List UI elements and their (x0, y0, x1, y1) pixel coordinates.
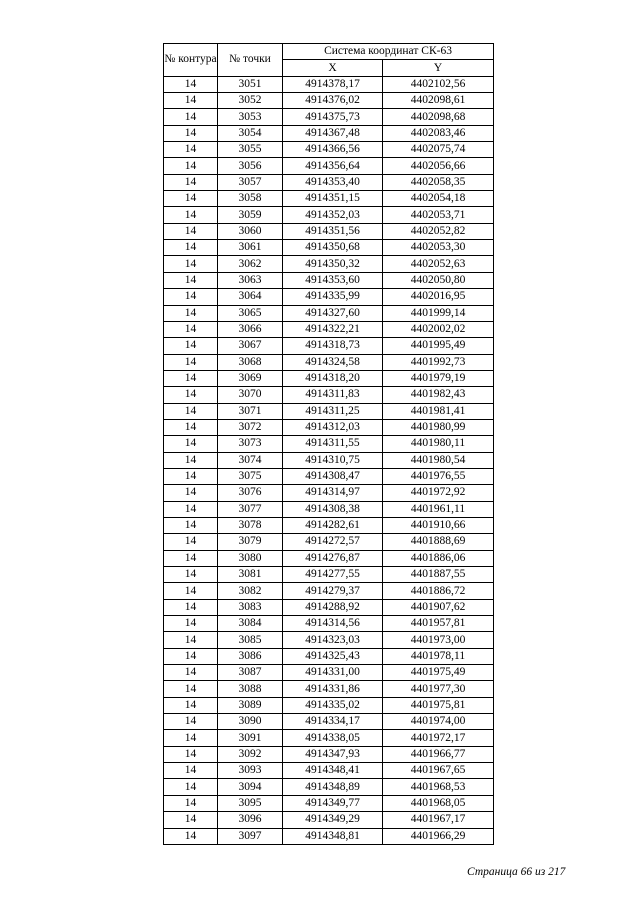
cell-point: 3089 (218, 697, 283, 713)
cell-point: 3070 (218, 387, 283, 403)
table-row (164, 436, 494, 452)
cell-y: 4401957,81 (383, 616, 494, 632)
cell-x: 4914318,73 (283, 338, 383, 354)
cell-contour: 14 (164, 746, 218, 762)
cell-x: 4914376,02 (283, 93, 383, 109)
cell-contour: 14 (164, 452, 218, 468)
cell-contour: 14 (164, 370, 218, 386)
table-row (164, 109, 494, 125)
cell-y: 4401973,00 (383, 632, 494, 648)
table-row (164, 730, 494, 746)
cell-point: 3056 (218, 158, 283, 174)
table-row (164, 419, 494, 435)
cell-point: 3092 (218, 746, 283, 762)
cell-x: 4914367,48 (283, 125, 383, 141)
cell-x: 4914311,25 (283, 403, 383, 419)
cell-point: 3081 (218, 567, 283, 583)
cell-y: 4402075,74 (383, 142, 494, 158)
cell-y: 4401888,69 (383, 534, 494, 550)
table-header (164, 44, 494, 77)
cell-y: 4401972,17 (383, 730, 494, 746)
cell-y: 4402002,02 (383, 321, 494, 337)
table-row (164, 828, 494, 844)
cell-y: 4402052,63 (383, 256, 494, 272)
cell-contour: 14 (164, 240, 218, 256)
table-row (164, 354, 494, 370)
cell-y: 4401980,11 (383, 436, 494, 452)
table-row (164, 403, 494, 419)
cell-y: 4401974,00 (383, 714, 494, 730)
table-row (164, 567, 494, 583)
cell-x: 4914323,03 (283, 632, 383, 648)
cell-contour: 14 (164, 697, 218, 713)
cell-contour: 14 (164, 191, 218, 207)
cell-x: 4914350,68 (283, 240, 383, 256)
table-row (164, 305, 494, 321)
cell-point: 3052 (218, 93, 283, 109)
table-row (164, 485, 494, 501)
cell-point: 3054 (218, 125, 283, 141)
table-row (164, 599, 494, 615)
table-row (164, 648, 494, 664)
cell-point: 3097 (218, 828, 283, 844)
header-row-1 (164, 44, 494, 60)
cell-y: 4401967,65 (383, 763, 494, 779)
cell-y: 4401887,55 (383, 567, 494, 583)
header-coordinate-system: Система координат СК-63 (283, 44, 494, 60)
cell-point: 3074 (218, 452, 283, 468)
cell-x: 4914331,86 (283, 681, 383, 697)
cell-x: 4914312,03 (283, 419, 383, 435)
cell-contour: 14 (164, 763, 218, 779)
cell-point: 3057 (218, 174, 283, 190)
cell-y: 4401995,49 (383, 338, 494, 354)
cell-point: 3071 (218, 403, 283, 419)
cell-y: 4401976,55 (383, 468, 494, 484)
cell-x: 4914310,75 (283, 452, 383, 468)
cell-contour: 14 (164, 109, 218, 125)
cell-point: 3062 (218, 256, 283, 272)
cell-y: 4401961,11 (383, 501, 494, 517)
table-row (164, 174, 494, 190)
cell-contour: 14 (164, 403, 218, 419)
cell-x: 4914335,99 (283, 289, 383, 305)
cell-x: 4914356,64 (283, 158, 383, 174)
table-row (164, 697, 494, 713)
cell-point: 3096 (218, 812, 283, 828)
cell-x: 4914335,02 (283, 697, 383, 713)
cell-contour: 14 (164, 828, 218, 844)
table-row (164, 289, 494, 305)
cell-point: 3059 (218, 207, 283, 223)
table-row (164, 125, 494, 141)
cell-x: 4914352,03 (283, 207, 383, 223)
cell-x: 4914331,00 (283, 665, 383, 681)
cell-x: 4914277,55 (283, 567, 383, 583)
table-row (164, 76, 494, 92)
table-row (164, 468, 494, 484)
cell-contour: 14 (164, 272, 218, 288)
cell-x: 4914308,38 (283, 501, 383, 517)
cell-x: 4914347,93 (283, 746, 383, 762)
table-row (164, 452, 494, 468)
cell-contour: 14 (164, 730, 218, 746)
cell-point: 3084 (218, 616, 283, 632)
cell-y: 4402056,66 (383, 158, 494, 174)
cell-x: 4914314,56 (283, 616, 383, 632)
cell-point: 3083 (218, 599, 283, 615)
cell-y: 4402053,30 (383, 240, 494, 256)
cell-contour: 14 (164, 142, 218, 158)
cell-y: 4402054,18 (383, 191, 494, 207)
cell-point: 3063 (218, 272, 283, 288)
table-row (164, 583, 494, 599)
cell-point: 3094 (218, 779, 283, 795)
cell-y: 4401966,77 (383, 746, 494, 762)
table-row (164, 387, 494, 403)
cell-point: 3065 (218, 305, 283, 321)
cell-contour: 14 (164, 681, 218, 697)
table-row (164, 321, 494, 337)
cell-y: 4402052,82 (383, 223, 494, 239)
table-row (164, 763, 494, 779)
cell-contour: 14 (164, 207, 218, 223)
cell-point: 3072 (218, 419, 283, 435)
cell-x: 4914327,60 (283, 305, 383, 321)
cell-point: 3077 (218, 501, 283, 517)
cell-y: 4401982,43 (383, 387, 494, 403)
cell-point: 3079 (218, 534, 283, 550)
table-row (164, 795, 494, 811)
cell-x: 4914348,81 (283, 828, 383, 844)
cell-y: 4401966,29 (383, 828, 494, 844)
cell-point: 3073 (218, 436, 283, 452)
cell-x: 4914353,40 (283, 174, 383, 190)
cell-contour: 14 (164, 305, 218, 321)
table-row (164, 632, 494, 648)
table-row (164, 191, 494, 207)
cell-point: 3086 (218, 648, 283, 664)
table-row (164, 534, 494, 550)
cell-y: 4401972,92 (383, 485, 494, 501)
cell-y: 4401907,62 (383, 599, 494, 615)
cell-point: 3055 (218, 142, 283, 158)
cell-point: 3066 (218, 321, 283, 337)
table-row (164, 665, 494, 681)
cell-point: 3082 (218, 583, 283, 599)
cell-y: 4401968,05 (383, 795, 494, 811)
cell-contour: 14 (164, 501, 218, 517)
cell-x: 4914378,17 (283, 76, 383, 92)
cell-y: 4401992,73 (383, 354, 494, 370)
header-contour: № контура (164, 44, 218, 77)
table-row (164, 501, 494, 517)
cell-x: 4914308,47 (283, 468, 383, 484)
cell-contour: 14 (164, 550, 218, 566)
cell-contour: 14 (164, 387, 218, 403)
cell-point: 3069 (218, 370, 283, 386)
cell-contour: 14 (164, 779, 218, 795)
cell-contour: 14 (164, 485, 218, 501)
table-row (164, 158, 494, 174)
cell-point: 3060 (218, 223, 283, 239)
table-row (164, 370, 494, 386)
cell-x: 4914366,56 (283, 142, 383, 158)
cell-point: 3067 (218, 338, 283, 354)
cell-contour: 14 (164, 795, 218, 811)
cell-x: 4914334,17 (283, 714, 383, 730)
cell-x: 4914325,43 (283, 648, 383, 664)
cell-contour: 14 (164, 354, 218, 370)
cell-contour: 14 (164, 436, 218, 452)
cell-y: 4401980,54 (383, 452, 494, 468)
cell-contour: 14 (164, 468, 218, 484)
table-row (164, 256, 494, 272)
table-row (164, 272, 494, 288)
cell-point: 3068 (218, 354, 283, 370)
cell-contour: 14 (164, 583, 218, 599)
header-x: X (283, 60, 383, 76)
cell-y: 4401981,41 (383, 403, 494, 419)
cell-y: 4401968,53 (383, 779, 494, 795)
cell-contour: 14 (164, 665, 218, 681)
page-number: Страница 66 из 217 (467, 866, 566, 878)
cell-x: 4914318,20 (283, 370, 383, 386)
cell-contour: 14 (164, 76, 218, 92)
cell-point: 3095 (218, 795, 283, 811)
cell-x: 4914351,15 (283, 191, 383, 207)
cell-x: 4914348,89 (283, 779, 383, 795)
cell-x: 4914350,32 (283, 256, 383, 272)
cell-contour: 14 (164, 517, 218, 533)
cell-x: 4914349,29 (283, 812, 383, 828)
cell-x: 4914288,92 (283, 599, 383, 615)
cell-y: 4401980,99 (383, 419, 494, 435)
cell-y: 4401967,17 (383, 812, 494, 828)
cell-x: 4914322,21 (283, 321, 383, 337)
cell-y: 4401910,66 (383, 517, 494, 533)
cell-point: 3064 (218, 289, 283, 305)
cell-contour: 14 (164, 567, 218, 583)
header-y: Y (383, 60, 494, 76)
cell-contour: 14 (164, 223, 218, 239)
table-row (164, 223, 494, 239)
cell-contour: 14 (164, 714, 218, 730)
cell-x: 4914349,77 (283, 795, 383, 811)
coordinates-table (163, 43, 494, 845)
cell-contour: 14 (164, 256, 218, 272)
table-row (164, 142, 494, 158)
cell-contour: 14 (164, 93, 218, 109)
header-point: № точки (218, 44, 283, 77)
cell-point: 3061 (218, 240, 283, 256)
cell-y: 4401975,81 (383, 697, 494, 713)
cell-contour: 14 (164, 338, 218, 354)
cell-point: 3088 (218, 681, 283, 697)
cell-y: 4402083,46 (383, 125, 494, 141)
cell-point: 3085 (218, 632, 283, 648)
cell-contour: 14 (164, 419, 218, 435)
cell-x: 4914353,60 (283, 272, 383, 288)
cell-y: 4402016,95 (383, 289, 494, 305)
cell-point: 3075 (218, 468, 283, 484)
cell-x: 4914276,87 (283, 550, 383, 566)
cell-x: 4914351,56 (283, 223, 383, 239)
cell-point: 3087 (218, 665, 283, 681)
cell-y: 4401886,06 (383, 550, 494, 566)
cell-y: 4402098,61 (383, 93, 494, 109)
cell-y: 4401977,30 (383, 681, 494, 697)
cell-y: 4402098,68 (383, 109, 494, 125)
cell-contour: 14 (164, 616, 218, 632)
cell-point: 3076 (218, 485, 283, 501)
cell-x: 4914282,61 (283, 517, 383, 533)
table-row (164, 746, 494, 762)
cell-point: 3051 (218, 76, 283, 92)
cell-point: 3093 (218, 763, 283, 779)
cell-contour: 14 (164, 648, 218, 664)
cell-x: 4914311,83 (283, 387, 383, 403)
cell-x: 4914324,58 (283, 354, 383, 370)
cell-contour: 14 (164, 289, 218, 305)
cell-y: 4401978,11 (383, 648, 494, 664)
cell-x: 4914272,57 (283, 534, 383, 550)
table-row (164, 812, 494, 828)
cell-y: 4401975,49 (383, 665, 494, 681)
table-row (164, 714, 494, 730)
table-row (164, 616, 494, 632)
cell-point: 3053 (218, 109, 283, 125)
cell-contour: 14 (164, 534, 218, 550)
table-row (164, 240, 494, 256)
cell-point: 3058 (218, 191, 283, 207)
table-body (164, 76, 494, 844)
table-row (164, 207, 494, 223)
cell-x: 4914314,97 (283, 485, 383, 501)
table-row (164, 338, 494, 354)
table-row (164, 517, 494, 533)
cell-x: 4914279,37 (283, 583, 383, 599)
cell-y: 4401886,72 (383, 583, 494, 599)
cell-y: 4402102,56 (383, 76, 494, 92)
cell-x: 4914338,05 (283, 730, 383, 746)
table-row (164, 550, 494, 566)
cell-contour: 14 (164, 812, 218, 828)
cell-y: 4401979,19 (383, 370, 494, 386)
cell-y: 4402050,80 (383, 272, 494, 288)
cell-point: 3090 (218, 714, 283, 730)
table-row (164, 681, 494, 697)
cell-y: 4402053,71 (383, 207, 494, 223)
cell-y: 4402058,35 (383, 174, 494, 190)
cell-contour: 14 (164, 174, 218, 190)
cell-y: 4401999,14 (383, 305, 494, 321)
cell-x: 4914311,55 (283, 436, 383, 452)
cell-x: 4914375,73 (283, 109, 383, 125)
cell-contour: 14 (164, 632, 218, 648)
cell-point: 3078 (218, 517, 283, 533)
cell-x: 4914348,41 (283, 763, 383, 779)
cell-contour: 14 (164, 321, 218, 337)
table-row (164, 93, 494, 109)
cell-point: 3091 (218, 730, 283, 746)
cell-contour: 14 (164, 599, 218, 615)
cell-contour: 14 (164, 158, 218, 174)
cell-point: 3080 (218, 550, 283, 566)
table-row (164, 779, 494, 795)
cell-contour: 14 (164, 125, 218, 141)
